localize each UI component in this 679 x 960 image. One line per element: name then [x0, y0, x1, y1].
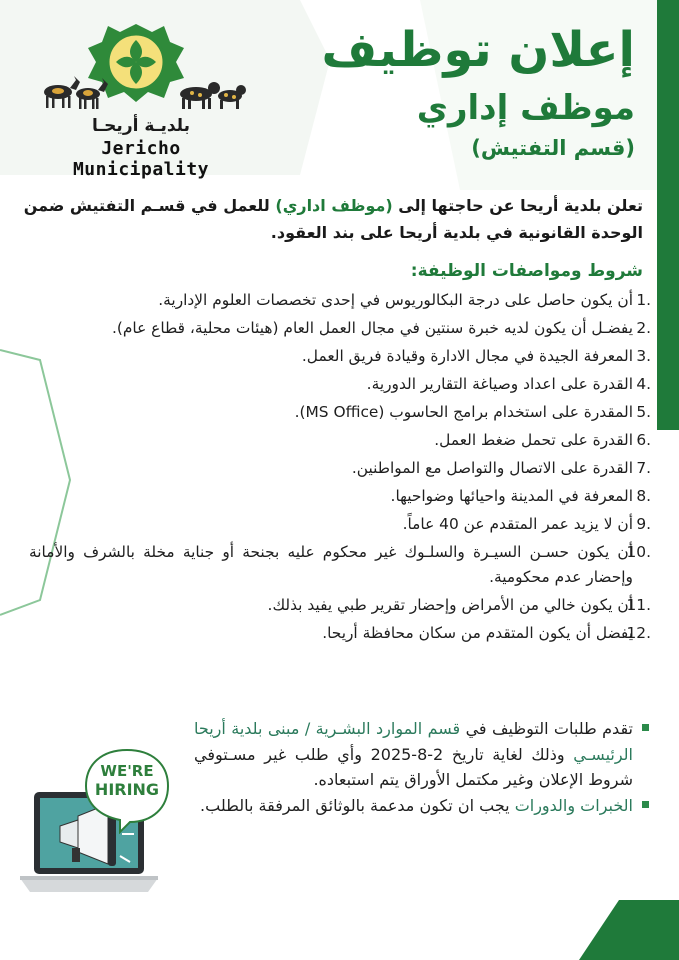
hiring-line-2: HIRING [94, 780, 160, 799]
note-text: وذلك لغاية تاريخ [443, 744, 574, 764]
condition-text: أن لا يزيد عمر المتقدم عن 40 عاماً. [402, 515, 633, 533]
condition-item [29, 316, 649, 341]
condition-item [29, 288, 649, 313]
condition-item [29, 400, 649, 425]
condition-text: القدرة على اعداد وصياغة التقارير الدورية. [366, 375, 633, 393]
deadline-date: 2025-8-2 [370, 744, 444, 764]
condition-item [29, 456, 649, 481]
condition-text: المعرفة في المدينة واحيائها وضواحيها. [390, 487, 633, 505]
condition-text: أن يكون حاصل على درجة البكالوريوس في إحدى تخصصات العلوم الإدارية. [158, 291, 633, 309]
intro-highlight: (موظف اداري) [275, 196, 393, 215]
condition-text: المقدرة على استخدام برامج الحاسوب (MS Office). [294, 403, 633, 421]
condition-item [29, 512, 649, 537]
condition-text: يفضل أن يكون المتقدم من سكان محافظة أريحا. [322, 624, 633, 642]
job-title: موظف إداري [416, 88, 635, 128]
condition-number: 9. [636, 515, 651, 533]
logo-emblem [36, 22, 246, 118]
condition-text: القدرة على تحمل ضغط العمل. [434, 431, 633, 449]
condition-item [29, 344, 649, 369]
square-bullet-icon [642, 724, 649, 731]
note-highlight: قسم الموارد البشـرية / مبنى بلدية أريحا الرئيسـي [194, 719, 633, 764]
page-title: إعلان توظيف [321, 22, 635, 78]
note-item [194, 716, 649, 793]
logo-english-name: Jericho Municipality [72, 138, 210, 180]
condition-number: 2. [636, 319, 651, 337]
municipality-logo [36, 22, 246, 180]
department-label: (قسم التفتيش) [471, 136, 635, 160]
condition-number: 5. [636, 403, 651, 421]
condition-number: 3. [636, 347, 651, 365]
condition-number: 12. [626, 624, 651, 642]
condition-number: 1. [636, 291, 651, 309]
conditions-list [29, 288, 649, 649]
bottom-accent-shape [539, 900, 679, 960]
condition-item [29, 372, 649, 397]
note-text: وأي طلب غير مسـتوفي شروط الإعلان وغير مكتمل الأوراق يتم استبعاده. [194, 744, 633, 789]
note-text: يجب ان تكون مدعمة بالوثائق المرفقة بالطلب. [200, 795, 515, 815]
condition-item [29, 484, 649, 509]
hiring-line-1: WE'RE [100, 762, 154, 780]
condition-number: 11. [626, 596, 651, 614]
condition-text: أن يكون خالي من الأمراض وإحضار تقرير طبي يفيد بذلك. [267, 596, 633, 614]
note-text: تقدم طلبات التوظيف في [460, 719, 634, 738]
condition-item [29, 540, 649, 590]
condition-text: أن يكون حسـن السيـرة والسلـوك غير محكوم عليه بجنحة أو جناية مخلة بالشرف والأمانة وإحضار عدم محكومية. [29, 543, 633, 586]
intro-text-1: تعلن بلدية أريحا عن حاجتها إلى [392, 196, 643, 215]
condition-number: 6. [636, 431, 651, 449]
condition-item [29, 621, 649, 646]
square-bullet-icon [642, 801, 649, 808]
intro-text-2: للعمل في قسـم التفتيش ضمن الوحدة القانونية في بلدية أريحا على بند العقود. [23, 196, 643, 242]
right-accent-bar [657, 0, 679, 430]
condition-text: القدرة على الاتصال والتواصل مع المواطنين. [351, 459, 633, 477]
note-item [194, 793, 649, 819]
note-highlight: الخبرات والدورات [514, 795, 633, 815]
condition-number: 7. [636, 459, 651, 477]
condition-number: 4. [636, 375, 651, 393]
application-notes [194, 716, 649, 818]
condition-number: 10. [626, 543, 651, 561]
intro-paragraph [23, 192, 643, 246]
logo-arabic-name: بلديـة أريحـا [91, 116, 190, 136]
conditions-heading: شروط ومواصفات الوظيفة: [410, 261, 643, 281]
condition-number: 8. [636, 487, 651, 505]
condition-text: يفضـل أن يكون لديه خبرة سنتين في مجال العمل العام (هيئات محلية، قطاع عام). [111, 319, 633, 337]
condition-text: المعرفة الجيدة في مجال الادارة وقيادة فريق العمل. [301, 347, 633, 365]
condition-item [29, 593, 649, 618]
condition-item [29, 428, 649, 453]
